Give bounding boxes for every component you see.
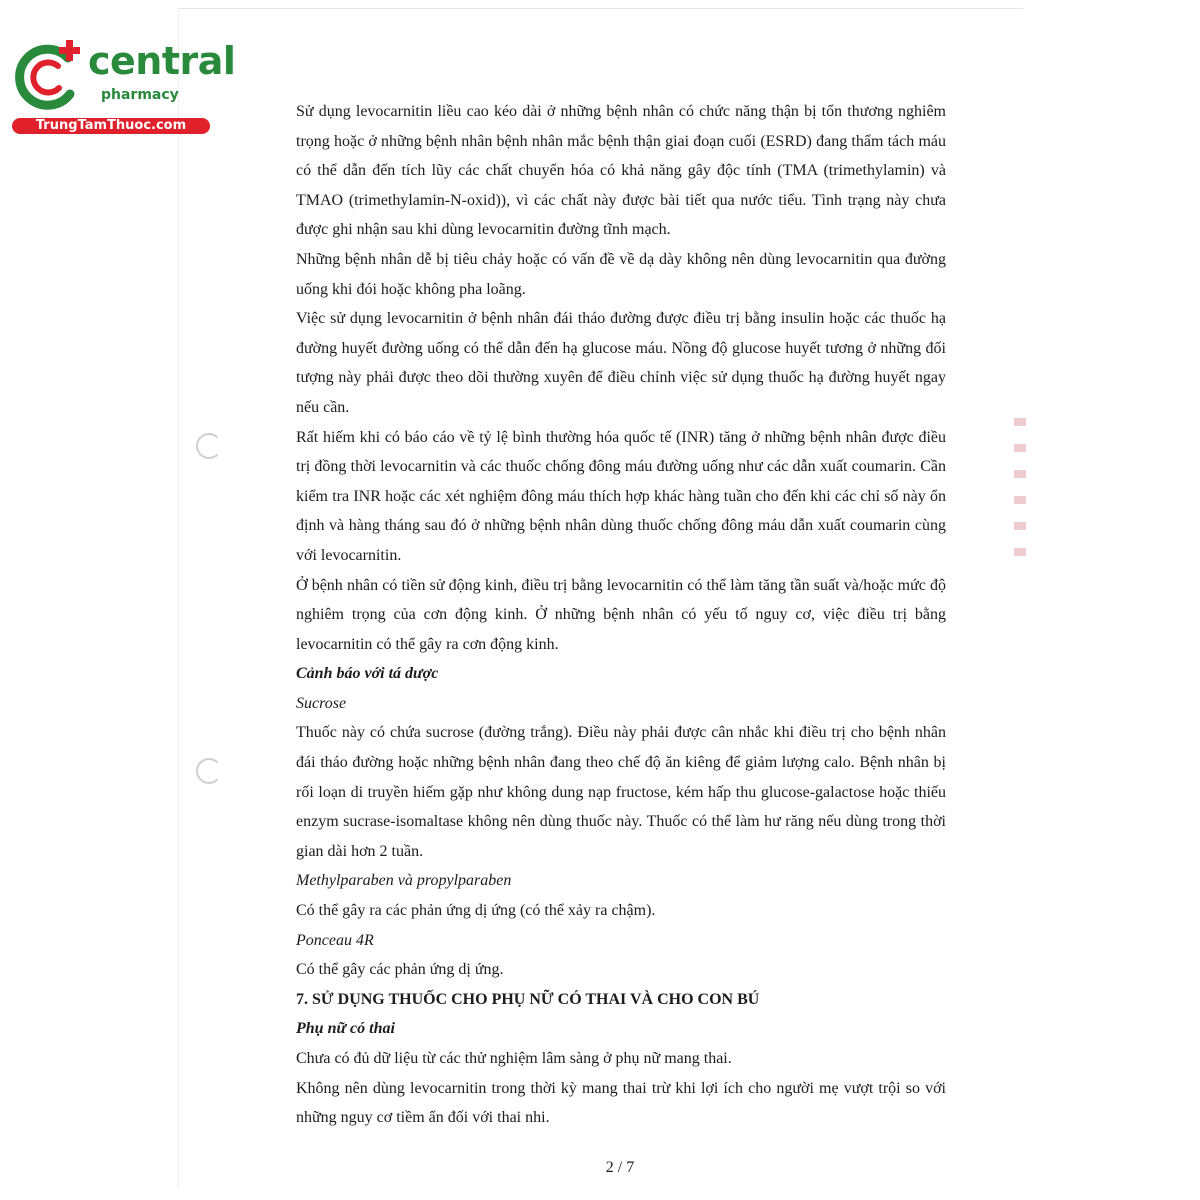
ponceau-text: Có thể gây các phản ứng dị ứng. xyxy=(296,961,504,979)
sucrose-label: Sucrose xyxy=(296,694,347,712)
paraben-label: Methylparaben và propylparaben xyxy=(296,872,512,890)
logo-banner: TrungTamThuoc.com xyxy=(12,118,210,134)
pregnancy-text: Chưa có đủ dữ liệu từ các thử nghiệm lâm sàng ở phụ nữ mang thai. xyxy=(296,1050,732,1067)
paragraph: Những bệnh nhân dễ bị tiêu chảy hoặc có vấn đề về dạ dày không nên dùng levocarnitin qua đường uống khi đói hoặc không pha loãng. xyxy=(296,250,946,298)
side-stamp xyxy=(1014,418,1026,556)
punch-hole xyxy=(196,758,222,784)
punch-hole xyxy=(196,433,222,459)
document-body xyxy=(296,97,946,1133)
paragraph: Việc sử dụng levocarnitin ở bệnh nhân đái tháo đường được điều trị bằng insulin hoặc các thuốc hạ đường huyết đường uống có thể dẫn đến hạ glucose máu. Nồng độ glucose huyết tương ở những đối tượng này phải được theo dõi thường xuyên để điều chỉnh việc sử dụng thuốc hạ đường huyết ngay nếu cần. xyxy=(296,310,946,416)
logo-mark-icon xyxy=(10,36,90,116)
section-7-heading: 7. SỬ DỤNG THUỐC CHO PHỤ NỮ CÓ THAI VÀ CHO CON BÚ xyxy=(296,990,760,1008)
paraben-text: Có thể gây ra các phản ứng dị ứng (có thể xảy ra chậm). xyxy=(296,902,656,920)
page-edge xyxy=(178,8,1023,9)
pregnant-women-heading: Phụ nữ có thai xyxy=(296,1020,395,1038)
paragraph: Ở bệnh nhân có tiền sử động kinh, điều trị bằng levocarnitin có thể làm tăng tần suất và/hoặc mức độ nghiêm trọng của cơn động kinh. Ở những bệnh nhân có yếu tố nguy cơ, việc điều trị bằng levocarnitin có thể gây ra cơn động kinh. xyxy=(296,576,946,653)
logo-subtitle: pharmacy xyxy=(101,87,179,103)
central-pharmacy-logo[interactable] xyxy=(10,36,236,136)
excipient-warning-heading: Cảnh báo với tá dược xyxy=(296,665,439,683)
page-edge-left xyxy=(178,8,179,1188)
paragraph: Rất hiếm khi có báo cáo về tỷ lệ bình thường hóa quốc tế (INR) tăng ở những bệnh nhân được điều trị đồng thời levocarnitin và các thuốc chống đông máu đường uống như các dẫn xuất coumarin. Cần kiểm tra INR hoặc các xét nghiệm đông máu thích hợp khác hàng tuần cho đến khi các chỉ số này ổn định và hàng tháng sau đó ở những bệnh nhân dùng thuốc chống đông máu dẫn xuất coumarin cùng với levocarnitin. xyxy=(296,428,946,564)
paragraph: Sử dụng levocarnitin liều cao kéo dài ở những bệnh nhân có chức năng thận bị tổn thương nghiêm trọng hoặc ở những bệnh nhân bệnh nhân mắc bệnh thận giai đoạn cuối (ESRD) đang thẩm tách máu có thể dẫn đến tích lũy các chất chuyển hóa có khả năng gây độc tính (TMA (trimethylamin) và TMAO (trimethylamin-N-oxid)), vì các chất này được bài tiết qua nước tiểu. Tình trạng này chưa được ghi nhận sau khi dùng levocarnitin đường tĩnh mạch. xyxy=(296,103,946,239)
page-number: 2 / 7 xyxy=(605,1159,635,1176)
sucrose-text: Thuốc này có chứa sucrose (đường trắng). Điều này phải được cân nhắc khi điều trị cho bệnh nhân đái tháo đường hoặc những bệnh nhân đang theo chế độ ăn kiêng để giảm lượng calo. Bệnh nhân bị rối loạn di truyền hiếm gặp như không dung nạp fructose, kém hấp thu glucose-galactose hoặc thiếu enzym sucrase-isomaltase không nên dùng thuốc này. Thuốc có thể làm hư răng nếu dùng trong thời gian dài hơn 2 tuần. xyxy=(296,724,946,860)
ponceau-label: Ponceau 4R xyxy=(296,931,374,949)
pregnancy-text: Không nên dùng levocarnitin trong thời kỳ mang thai trừ khi lợi ích cho người mẹ vượt trội so với những nguy cơ tiềm ẩn đối với thai nhi. xyxy=(296,1079,946,1127)
logo-name: central xyxy=(88,39,236,83)
